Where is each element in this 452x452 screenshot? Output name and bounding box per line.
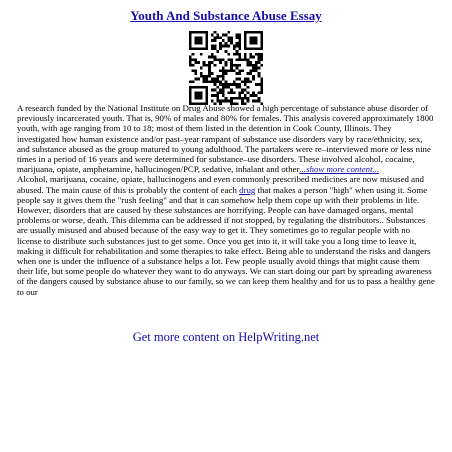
qr-code-icon (186, 28, 266, 108)
essay-body (17, 103, 435, 297)
paragraph-2-text-b: that makes a person "high" when using it. Some people say it gives them the "rush feeling" and that it can somehow help them cope up with their problems in life. However, disorders that are caused by these substances are horrifying. People can have damaged organs, mental problems or worse, death. This dilemma can be addressed if not stopped, by regulating the distributors.. Substances are usually misused and abused because of the easy way to get it. They sometimes go to regular people with no license to distribute such substances just to get some. Once you get into it, it will take you a long time to leave it, making it difficult for rehabilitation and some therapies to take effect. Being able to understand the risks and dangers when one is under the influence of a substance helps a lot. Few people usually avoid things that might cause them their life, but some people do whatever they want to do anyways. We can start doing our part by spreading awareness of the dangers caused by substance abuse to our family, so we can keep them healthy and for us to pass a healthy gene to our (17, 184, 435, 297)
essay-paragraph-2 (17, 174, 435, 296)
helpwriting-link[interactable]: Get more content on HelpWriting.net (132, 330, 320, 344)
paragraph-1-text: A research funded by the National Institute on Drug Abuse showed a high percentage of substance abuse disorder of previously incarcerated youth. That is, 90% of males and 80% for females. This analysis covered approximately 1800 youth, with age ranging from 10 to 18; most of them listed in the detention in Cook County, Illinois. They investigated how human existence and/or past–year rampant of substance use disorders vary by race/ethnicity, sex, and substance abused as the group matured to young adulthood. The partakers were re–interviewed more or less nine times in a period of 16 years and were determined for substance–use disorders. These involved alcohol, cocaine, marijuana, opiate, amphetamine, hallucinogen/PCP, sedative, inhalant and other (17, 103, 434, 175)
show-more-link[interactable]: ...show more content... (299, 164, 380, 175)
drug-link[interactable]: drug (239, 184, 256, 195)
paragraph-2-text-a: Alcohol, marijuana, cocaine, opiate, hallucinogens and even commonly prescribed medicines are now misused and abused. The main cause of this is probably the content of each (17, 174, 424, 195)
essay-paragraph-1 (17, 103, 435, 174)
essay-title[interactable]: Youth And Substance Abuse Essay (130, 8, 322, 23)
